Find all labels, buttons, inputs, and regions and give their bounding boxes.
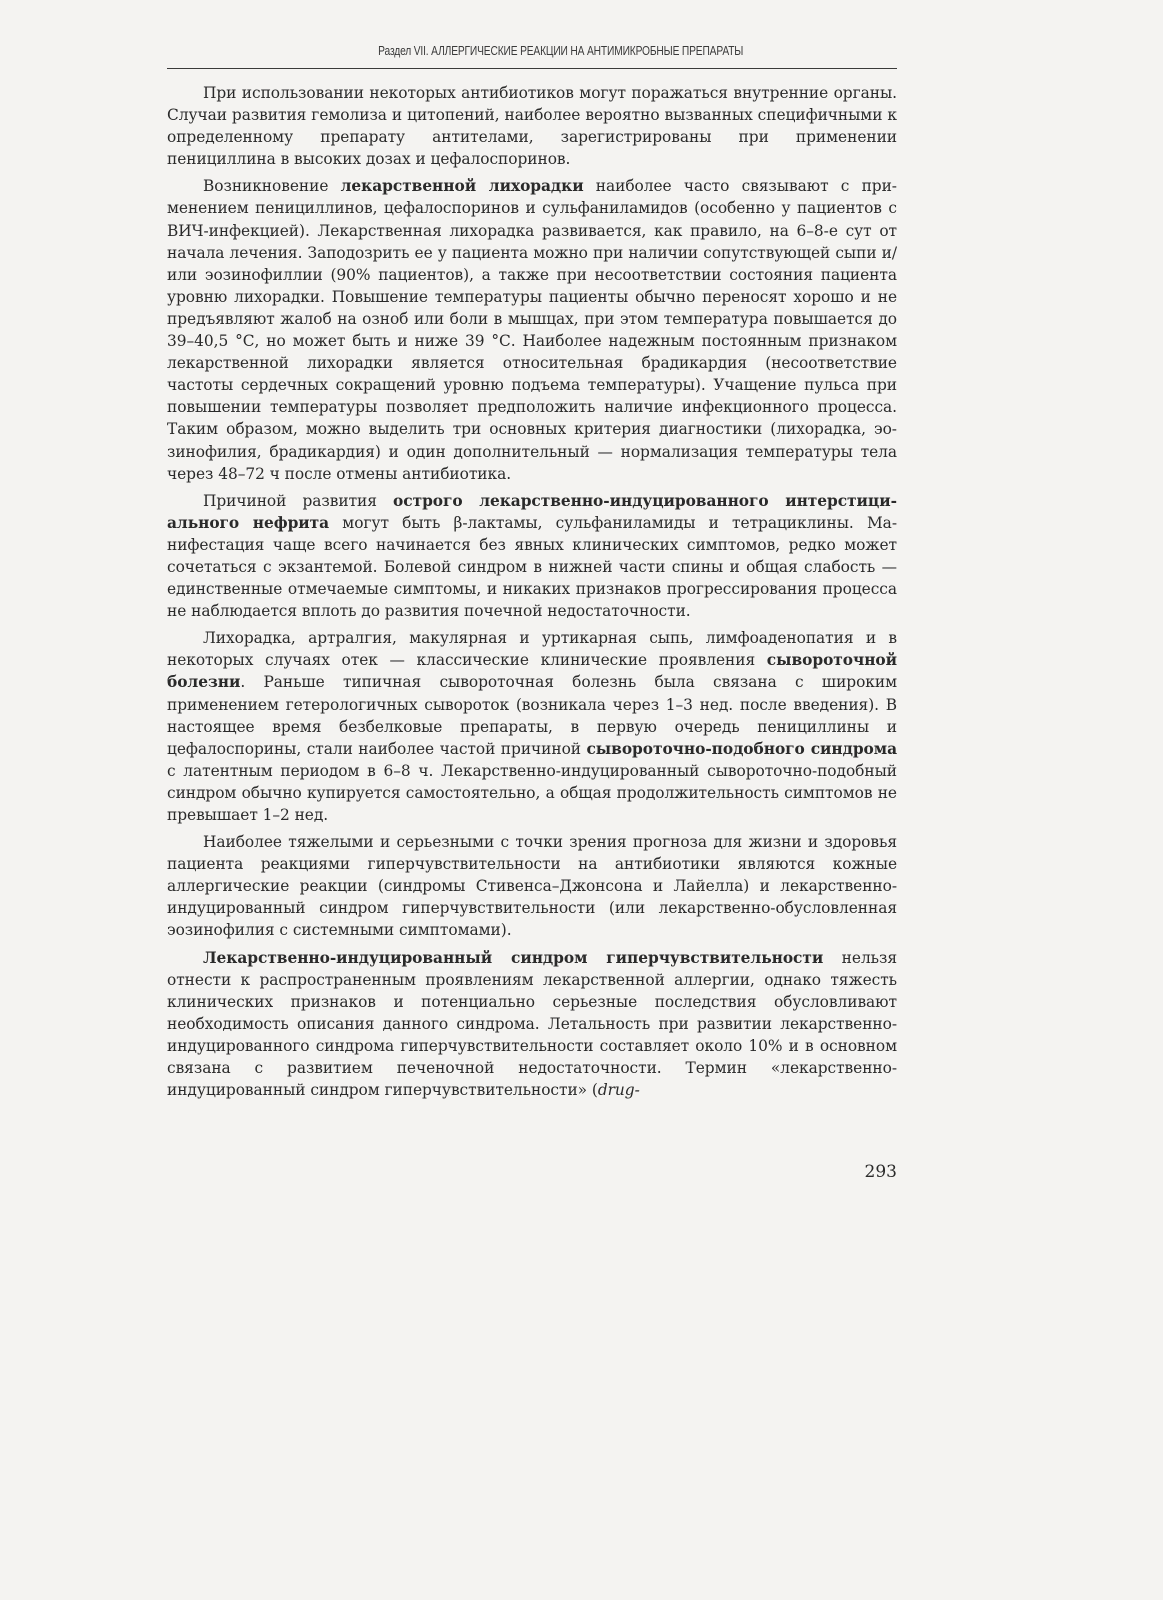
- paragraph-6-text: нельзя отнести к распространенным проявлениям лекарственной аллергии, однако тяжесть клинических признаков и потенциально серьезные последствия обусловливают необходимость описания данного синдрома. Летальность при развитии лекарственно-индуцированного синдрома гиперчувствительности составляет около 10% и в основном связана с развитием печеночной недостаточности. Термин «лекарственно-индуцированный синдром гиперчувствительности» (: [167, 948, 898, 1100]
- paragraph-2-text-1: Возникновение: [203, 177, 341, 196]
- paragraph-3: [167, 490, 897, 623]
- paragraph-6: [167, 947, 897, 1102]
- paragraph-3-text-1: Причиной развития: [203, 491, 394, 510]
- term-drug-fever: лекарственной лихорадки: [340, 177, 584, 196]
- paragraph-1: [167, 82, 897, 170]
- term-interstitial-nephritis: острого лекарственно-индуцированного интерстициального нефрита: [167, 491, 897, 532]
- term-english-continuation: drug-: [597, 1081, 640, 1100]
- page-number: 293: [864, 1162, 897, 1182]
- paragraph-4-text-1: Лихорадка, артралгия, макулярная и уртикарная сыпь, лимфоаденопатия и в некоторых случаях отек — классические клинические проявления: [167, 629, 897, 670]
- paragraph-3-text-2: могут быть β-лактамы, сульфаниламиды и тетрациклины. Манифестация чаще всего начинается без явных клинических симптомов, редко может сочетаться с экзантемой. Болевой синдром в нижней части спины и общая слабость — единственные отмечаемые симптомы, и никаких признаков прогрессирования процесса не наблюдается вплоть до развития почечной недостаточности.: [167, 513, 898, 621]
- page-body: [167, 82, 897, 1106]
- paragraph-5: [167, 831, 897, 941]
- paragraph-4: [167, 627, 897, 826]
- paragraph-5-text: Наиболее тяжелыми и серьезными с точки зрения прогноза для жизни и здоровья пациента реакциями гиперчувствительности на антибиотики являются кожные аллергические реакции (синдромы Стивенса–Джонсона и Лайелла) и лекарственно-индуцированный синдром гиперчувствительности (или лекарственно-обусловленная эозинофилия с системными симптомами).: [167, 833, 897, 940]
- term-drug-induced-hypersensitivity-syndrome: Лекарственно-индуцированный синдром гиперчувствительности: [203, 948, 824, 967]
- paragraph-4-text-2: . Раньше типичная сывороточная болезнь была связана с широким применением гетерологичных сывороток (возникала через 1–3 нед. после введения). В настоящее время безбелковые препараты, в первую очередь пенициллины и цефалоспорины, стали наиболее частой причиной: [167, 673, 897, 758]
- paragraph-2-text-2: наиболее часто связывают с применением пенициллинов, цефалоспоринов и сульфаниламидов (особенно у пациентов с ВИЧ-инфекцией). Лекарственная лихорадка развивается, как правило, на 6–8-е сут от начала лечения. Заподозрить ее у пациента можно при наличии сопутствующей сыпи и/или эозинофиллии (90% пациентов), а также при несоответствии состояния пациента уровню лихорадки. Повышение температуры пациенты обычно переносят хорошо и не предъявляют жалоб на озноб или боли в мышцах, при этом температура повышается до 39–40,5 °С, но может быть и ниже 39 °С. Наиболее надежным постоянным признаком лекарственной лихорадки является относительная брадикардия (несоответствие частоты сердечных сокращений уровню подъема температуры). Учащение пульса при повышении температуры позволяет предположить наличие инфекционного процесса. Таким образом, можно выделить три основных критерия диагностики (лихорадка, эозинофилия, брадикардия) и один дополнительный — нормализация температуры тела через 48–72 ч после отмены антибиотика.: [167, 177, 897, 483]
- term-serum-sickness: сывороточной болезни: [167, 651, 897, 692]
- running-title: Раздел VII. АЛЛЕРГИЧЕСКИЕ РЕАКЦИИ НА АНТИМИКРОБНЫЕ ПРЕПАРАТЫ: [378, 44, 744, 58]
- paragraph-4-text-3: с латентным периодом в 6–8 ч. Лекарственно-индуцированный сывороточно-подобный синдром обычно купируется самостоятельно, а общая продолжительность симптомов не превышает 1–2 нед.: [167, 761, 897, 824]
- paragraph-2: [167, 175, 897, 484]
- paragraph-1-text: При использовании некоторых антибиотиков могут поражаться внутренние органы. Случаи развития гемолиза и цитопений, наиболее вероятно вызванных специфичными к определенному препарату антителами, зарегистрированы при применении пенициллина в высоких дозах и цефалоспоринов.: [167, 84, 897, 169]
- term-serum-sickness-like-syndrome: сывороточно-подобного синдрома: [586, 739, 897, 758]
- running-header: [167, 40, 897, 69]
